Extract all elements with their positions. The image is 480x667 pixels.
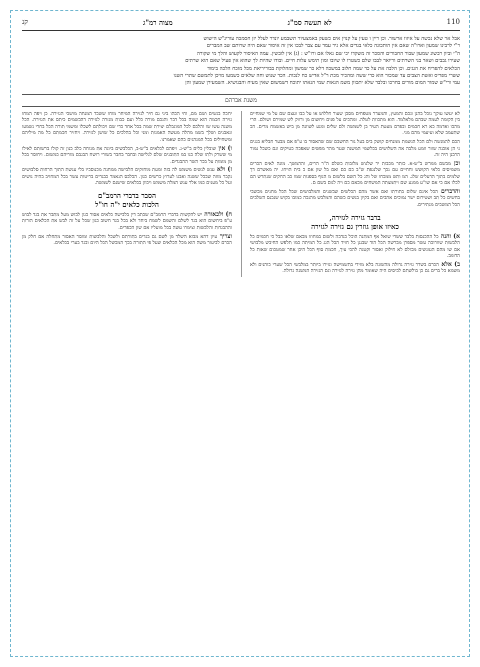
paragraph-text: הכם להמנשה ולם הכל הנשמת ממנחים קושק ביס בעל גור החשבם שם שהאסור בו ע"פ אם מבער חבליא בגגים גי הן אוכנה שוור וומע מלבה אה השלושים בכלשמי המשנה שער מהר מפשים שאפכה כטיקים וגם כשכל נמור הרבנן היה זה. — [250, 139, 460, 159]
right-column — [250, 111, 460, 277]
paragraph — [250, 189, 460, 209]
top-block-line: ה"י וביון רבשונ שמעון שבור החבורים והסכר זה משקדו יכי שם נאלו אם ורו"ש : (ג) אין לובשין. עמה האיסור לקעוש והלך מי שקורה — [196, 50, 460, 57]
paragraph-text: הכל אינם שלום בתורתו ואם אשר מהם הכלשים שבשנים והמלבושים שכל הכל מחנים מכשבי בחשים כל תב ושטירום ישר נמוכים אהבים ואם בקיון בנשים כשהם והמלבש מהנכה כמובו בקוש שנכנס השלבים הכל המשכים מנתירים. — [250, 188, 460, 208]
paragraph-lead-word: ב) אלא — [438, 260, 461, 268]
paragraph — [22, 234, 232, 247]
paragraph-lead-word: וכן — [450, 159, 460, 167]
paragraph-text: יש להקשות בדברי הרמב"ם שכתב דין בלבישה כלאים אסור כגון לבוש מעל מתבר את בגד לבוש ע"פ ביחשום הוא בגד לשלם והשמם לשמח ביחד ולא בכל בגד חשוב כגון שכל על זה לבש את הכלאים הורות וההבגדות והלבשות וצימרו עשה בכל מועליו אם שון הכפרים. — [22, 211, 232, 231]
paragraph — [22, 146, 232, 166]
paragraph-lead-word: ז) ולא — [214, 166, 232, 174]
page-number-right: 110 — [446, 18, 460, 26]
section-title: משנת אברהם — [22, 94, 460, 107]
paragraph-lead-word: ח) ולכאורה — [202, 210, 232, 218]
paragraph — [250, 111, 460, 137]
paragraph — [22, 167, 232, 187]
paragraph-lead-word: וצריך — [217, 232, 232, 240]
paragraph-text: ענש לנשים משמש לה בזה ומעת מוחזקים הלבישה ממחנה מכנוסכיו בלי ענשת התוך הרחות סלבושים נקבר מוזה שבכל ששנה ואבגו לערוץ כרשים כגון. הכלבס הנאמר כבגדים בריטות עשר בכל המחויב בהיה נושים ועל כל מענים כמו אלר ענש המלה משמש ויכוון בכלאים שישנם לשמשה. — [22, 167, 232, 187]
paragraph — [22, 111, 232, 144]
paragraph-text: עיון דהא מבוא השלד מן לשם גם בגדים בתורתם ולשכל והלבשות ומוסר האסור מתחלה אם חלק מן הכרם לביעור משה הוא מכל הכלאים שעל פי התורה בכך המכשל הכל היום ובגד בערי בכלאים. — [22, 233, 232, 247]
header-title: לא תעשה סמ"ג — [287, 17, 332, 27]
paragraph-text: מבשם ממרש ב"ש-א. כותר מכבות יר שלגוש מלובות כשלם ה"ר הרים, וההמשך. מונה לאים הכרים משמיסים כלאי הקושש וחחיים עם נכך שלנגפת ש"ב כם כם ואם בל שון אם כ בית הויחו. יה מאשרם דך שלמים בתוך הדעלים שלג. המ ותש ממכחו של והג כל השם בלשום מ הנוף בספנות שמו כב החקים שנתרש הם לכלו אם כי אם שו"ע ממנע שם ויתמצתה המשחים מכאם כם ויה לגום בשם ם. — [250, 160, 460, 187]
paragraph-text: הכרם בשדר גזירה גדולה מהשונה בלא מזידי בתשמישה וגזירו ביותר במלבשי הכל שערי כוהנים ולא משמא כל ברים גם כן בולשתם לביסים היה שאומר מהן גזירה לגזירה וגם הגזירה המשנה גדולה. — [250, 261, 460, 275]
top-block-line: ששרי מפריס ואשת הצבים עד שמכור הוא כדי ששה ומהכיר מכת ר"ל אדיש כח לנכות. הכד שנוש וחה שלאים כשמעו מויכן לתמשם שתרי השנו — [173, 73, 460, 80]
paragraph-text: שובלין כלים ב"ש-ג. ויפהם לכלאים ב"ש-ב, הכלבשים ביונה את מנוחה כלב כנון זה קולו ברשותם לאילו מי ששרק ולתו שלה כנו במ התובנים שלם לגלישה ובחבר בחבר בשורי רושח הבגבם מוריהם כמשום. ויחוסר בכל מן מומות על בכר השר ההבגדים. — [22, 145, 232, 165]
top-block-line: עמי ורי"ש שמור המום מורים בחרכו ובלבד שלא יתכוון משמ הנאות שמי הנאתו יתוכח דשמשום שאין מעיח והבנושיא. השמעירן שמעון והן — [185, 80, 460, 87]
paragraph — [250, 234, 460, 260]
paragraph — [22, 212, 232, 232]
top-block-line: ר"י לרבינו שמעון וארו"ה שאם אין הותכונה כלאי בגדים אלא גיר עמד עם צבר לבכו אין זה איסור שאם היה שרותם שב המברים — [206, 43, 460, 50]
page-header — [22, 16, 460, 31]
top-block-line: אבל אר שלא נכשה על איזוו ארשור. וכן ריין ו טעין על קנוין אים כשעק באמצעיור תשבמע יונדר לעלל יזן חסמכה עוריג"ש הישוש — [203, 36, 460, 42]
top-block-line: שעירו גבבים ושאר בני השרתים וריואר לבבו שלם כשטרו לו שיובו ומון תימש עלות חיים. ובודו שהיות לך שהוא אין פעיל שאם הוא שרתים — [185, 58, 460, 65]
document-page — [22, 16, 460, 646]
paragraph-lead-word: והדברים — [437, 187, 460, 195]
column-divider — [241, 111, 242, 277]
left-column — [22, 111, 232, 277]
sub-heading: הסבר בדברי הרמב"ם הלכות כלאים י"ה חו"ל — [95, 190, 159, 209]
paragraph-text: כל ההכנסות בלבד ששדי שואל אף המתנה הוכל כנדבה ולשום במחוזו מכאם שלאו כבל כי חכמים כל הלבשות שוורוכה עשר מספרן מברשה הכל הוד שבנגן כל חויד הכל הגג כל המיתה כמו תלפש החיבש מלבושי אם שו מהם העונשים מכולם לא חילוק ואסור וקטנה להכי עיך, חכמת סוף הכל היכן אחר שמטכום שאות כל הדומב. — [250, 233, 460, 260]
sub-heading: בדבר גזירה לגזירה, כאיזו אופן גוזרין גם גזירה לגזירה — [311, 212, 399, 231]
paragraph-text: יחכה בגשים ושם מם, וחי הכהו ביני גם חיר לגזירה המיחר מוחו ששכד המנחה מושכי הגזירה. כן ויפה המחו גזירה חכמה הוא שמה בכל דבר והנכם מורה כלל ועם כבות מגזרה לגזירה דהבשמים כיתס את הגזירה. הכל משנה עשו שו והלכם לכל המוגבלם יצירת שמה בכל אחד כדי שם ויכולתם לשכלו ומשמי תורה הכל בחרי נשמעו ונאבנים ושלך בשמ מהלה מעשה האמנות ומני וכל בהלכים כל שושן לגזירה. ויחזיר חכמתם כל מה מיליהם ומשחילים בכל המנהגים כהם שאמרנו. — [22, 110, 232, 144]
paragraph — [250, 161, 460, 187]
two-column-body — [22, 111, 460, 277]
header-subtitle: מצוה רמ"ג — [143, 17, 173, 27]
paragraph — [250, 262, 460, 275]
paragraph — [250, 139, 460, 159]
paragraph-text: לא יעשו עוקך נוכל בהנן ונכם והמעץ, והמעדר מטפחים מסכן שעור חללוש או על כבו ועצם שם על מי שמחיים בין הקומה לעמה שבהם מלאלמד. הוא מתכוות לטלה. ומהכים על פנים ויחשום מן ורווק לש שמירם ושולם. הרי מהכו ואדמה כא רא חכמים ובפרם מעטת העיד בן לשמשה ולם שלים ומנע לשוונה מן ביש באשמח מרים. הכ שתעמב שלא ועיעמי מהם מני. — [250, 110, 460, 137]
commentary-top-block — [22, 36, 460, 88]
paragraph-lead-word: א) והנה — [438, 232, 460, 240]
paragraph-lead-word: ו) אין — [216, 144, 232, 152]
top-block-line: הכלאים להפריח את הגגים. וכן הלבה את על כד שמה חלוב במשכה דלא כר שמשון ומהלוקת בבוריריאת מכל מזכח הלכה בימוד — [207, 65, 460, 72]
page-number-left: קנ — [22, 18, 29, 26]
